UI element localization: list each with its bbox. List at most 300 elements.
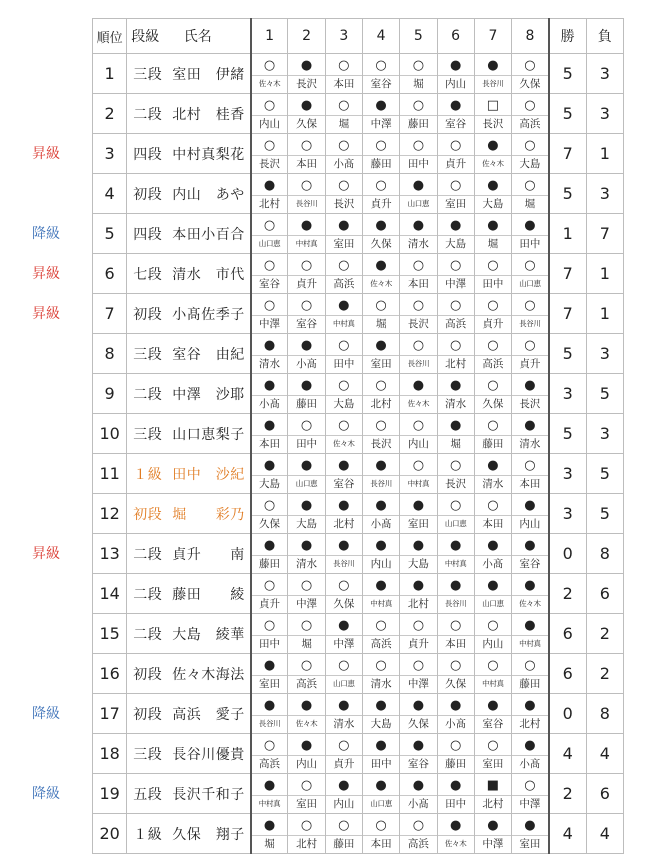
game-cell xyxy=(325,334,362,374)
game-cell xyxy=(437,774,474,814)
game-cell xyxy=(251,214,288,254)
result-mark: ○ xyxy=(487,297,499,313)
player-row xyxy=(93,374,624,414)
game-cell xyxy=(512,694,549,734)
game-cell xyxy=(325,574,362,614)
result-mark: ○ xyxy=(263,57,276,73)
game-cell xyxy=(325,414,362,454)
result-mark: ○ xyxy=(524,777,536,793)
game-cell xyxy=(437,734,474,774)
rank-cell: 12 xyxy=(93,494,127,534)
game-cell xyxy=(512,734,549,774)
opponent-name: 中村真 xyxy=(438,555,474,572)
player-row xyxy=(93,54,624,94)
result-mark: ○ xyxy=(375,617,387,633)
opponent-name: 室谷 xyxy=(512,555,548,572)
result-mark: ● xyxy=(487,57,499,73)
rank-cell: 19 xyxy=(93,774,127,814)
opponent-name: 貞升 xyxy=(363,195,399,212)
opponent-name: 小髙 xyxy=(326,155,362,172)
game-cell xyxy=(474,294,511,334)
player-dan: 二段 xyxy=(133,586,163,603)
opponent-name: 長谷川 xyxy=(288,195,324,212)
game-cell xyxy=(251,374,288,414)
game-cell xyxy=(474,814,511,854)
player-row xyxy=(93,334,624,374)
result-mark: ● xyxy=(263,457,276,473)
header-round-4: 4 xyxy=(362,19,399,54)
player-name: 本田小百合 xyxy=(172,226,245,243)
result-mark: ● xyxy=(263,417,276,433)
wins-cell: 6 xyxy=(549,654,586,694)
result-mark: ● xyxy=(375,777,387,793)
game-cell xyxy=(437,414,474,454)
opponent-name: 中澤 xyxy=(475,835,511,852)
opponent-name: 室田 xyxy=(326,235,362,252)
game-cell xyxy=(362,214,399,254)
game-cell xyxy=(325,174,362,214)
game-cell xyxy=(512,534,549,574)
losses-cell: 1 xyxy=(586,254,623,294)
player-name: 室谷 由紀 xyxy=(172,346,245,363)
result-mark: ○ xyxy=(524,337,536,353)
player-name: 中澤 沙耶 xyxy=(172,386,245,403)
game-cell xyxy=(474,734,511,774)
game-cell xyxy=(325,814,362,854)
result-mark: ○ xyxy=(412,57,425,73)
result-mark: ○ xyxy=(375,137,387,153)
opponent-name: 北村 xyxy=(438,355,474,372)
opponent-name: 久保 xyxy=(475,395,511,412)
result-mark: ● xyxy=(338,537,350,553)
game-cell xyxy=(400,94,437,134)
game-cell xyxy=(400,214,437,254)
game-cell xyxy=(251,414,288,454)
opponent-name: 小髙 xyxy=(252,395,288,412)
losses-cell: 4 xyxy=(586,814,623,854)
game-cell xyxy=(400,374,437,414)
player-row xyxy=(93,94,624,134)
game-cell xyxy=(512,134,549,174)
promotion-label: 昇級 xyxy=(32,306,60,322)
opponent-name: 山口恵 xyxy=(400,195,436,212)
wins-cell: 5 xyxy=(549,334,586,374)
player-row xyxy=(93,574,624,614)
game-cell xyxy=(362,174,399,214)
result-mark: ● xyxy=(524,377,536,393)
opponent-name: 田中 xyxy=(475,275,511,292)
opponent-name: 北村 xyxy=(363,395,399,412)
result-mark: ● xyxy=(524,577,536,593)
opponent-name: 山口恵 xyxy=(438,515,474,532)
result-mark: ○ xyxy=(449,657,462,673)
losses-cell: 3 xyxy=(586,414,623,454)
player-row xyxy=(93,214,624,254)
game-cell xyxy=(512,294,549,334)
game-cell xyxy=(474,94,511,134)
player-cell xyxy=(127,694,251,734)
result-mark: ○ xyxy=(263,577,276,593)
player-name: 内山 あや xyxy=(172,186,245,203)
game-cell xyxy=(437,454,474,494)
opponent-name: 中澤 xyxy=(400,675,436,692)
game-cell xyxy=(437,134,474,174)
player-dan: 二段 xyxy=(133,546,163,563)
player-dan: 初段 xyxy=(133,706,163,723)
game-cell xyxy=(512,254,549,294)
game-cell xyxy=(512,214,549,254)
result-mark: ● xyxy=(487,217,499,233)
opponent-name: 内山 xyxy=(512,515,548,532)
game-cell xyxy=(474,334,511,374)
opponent-name: 室谷 xyxy=(252,275,288,292)
player-dan: 五段 xyxy=(133,786,163,803)
result-mark: ● xyxy=(338,697,350,713)
game-cell xyxy=(362,454,399,494)
promotion-label: 昇級 xyxy=(32,266,60,282)
opponent-name: 中澤 xyxy=(252,315,288,332)
game-cell xyxy=(400,294,437,334)
opponent-name: 中村真 xyxy=(288,235,324,252)
opponent-name: 堀 xyxy=(475,235,511,252)
result-mark: ○ xyxy=(375,177,387,193)
opponent-name: 清水 xyxy=(363,675,399,692)
losses-cell: 5 xyxy=(586,454,623,494)
result-mark: ○ xyxy=(263,257,276,273)
opponent-name: 田中 xyxy=(326,355,362,372)
player-row xyxy=(93,774,624,814)
player-row xyxy=(93,494,624,534)
game-cell xyxy=(325,214,362,254)
opponent-name: 久保 xyxy=(288,115,324,132)
game-cell xyxy=(288,374,325,414)
opponent-name: 内山 xyxy=(438,75,474,92)
result-mark: ● xyxy=(300,537,313,553)
result-mark: ● xyxy=(375,737,387,753)
wins-cell: 4 xyxy=(549,734,586,774)
player-dan: 初段 xyxy=(133,506,163,523)
opponent-name: 本田 xyxy=(252,435,288,452)
opponent-name: 長谷川 xyxy=(363,475,399,492)
player-cell xyxy=(127,94,251,134)
result-mark: ● xyxy=(375,457,387,473)
game-cell xyxy=(437,54,474,94)
game-cell xyxy=(251,814,288,854)
header-round-6: 6 xyxy=(437,19,474,54)
demotion-label: 降級 xyxy=(32,706,60,722)
opponent-name: 大島 xyxy=(512,155,548,172)
result-mark: ● xyxy=(449,217,462,233)
game-cell xyxy=(400,334,437,374)
result-mark: ○ xyxy=(300,177,313,193)
player-dan: 四段 xyxy=(133,146,163,163)
player-name: 山口恵梨子 xyxy=(172,426,245,443)
result-mark: ○ xyxy=(338,257,350,273)
game-cell xyxy=(251,334,288,374)
game-cell xyxy=(288,134,325,174)
result-mark: ○ xyxy=(338,177,350,193)
result-mark: ○ xyxy=(449,737,462,753)
opponent-name: 小髙 xyxy=(363,515,399,532)
game-cell xyxy=(362,694,399,734)
result-mark: ● xyxy=(449,537,462,553)
player-name: 室田 伊緒 xyxy=(172,66,245,83)
opponent-name: 佐々木 xyxy=(326,435,362,452)
result-mark: ● xyxy=(338,617,350,633)
player-cell xyxy=(127,654,251,694)
player-cell xyxy=(127,774,251,814)
result-mark: ● xyxy=(412,377,425,393)
header-dan-name xyxy=(127,19,251,54)
game-cell xyxy=(362,734,399,774)
opponent-name: 清水 xyxy=(438,395,474,412)
opponent-name: 清水 xyxy=(288,555,324,572)
player-name: 貞升 南 xyxy=(172,546,245,563)
player-name: 北村 桂香 xyxy=(172,106,245,123)
game-cell xyxy=(400,734,437,774)
game-cell xyxy=(512,614,549,654)
game-cell xyxy=(437,174,474,214)
game-cell xyxy=(362,534,399,574)
player-row xyxy=(93,414,624,454)
opponent-name: 小髙 xyxy=(512,755,548,772)
game-cell xyxy=(325,534,362,574)
header-round-1: 1 xyxy=(251,19,288,54)
game-cell xyxy=(362,134,399,174)
player-dan: 三段 xyxy=(133,746,163,763)
rank-cell: 16 xyxy=(93,654,127,694)
player-cell xyxy=(127,134,251,174)
opponent-name: 中村真 xyxy=(512,635,548,652)
game-cell xyxy=(400,494,437,534)
game-cell xyxy=(288,54,325,94)
player-cell xyxy=(127,574,251,614)
game-cell xyxy=(362,374,399,414)
result-mark: ○ xyxy=(338,97,350,113)
rank-cell: 7 xyxy=(93,294,127,334)
opponent-name: 佐々木 xyxy=(288,715,324,732)
result-mark: ○ xyxy=(300,417,313,433)
game-cell xyxy=(251,734,288,774)
game-cell xyxy=(251,54,288,94)
opponent-name: 田中 xyxy=(512,235,548,252)
player-cell xyxy=(127,814,251,854)
game-cell xyxy=(288,214,325,254)
result-mark: ● xyxy=(375,497,387,513)
player-name: 佐々木海法 xyxy=(172,666,245,683)
game-cell xyxy=(400,654,437,694)
game-cell xyxy=(512,494,549,534)
result-mark: ○ xyxy=(300,257,313,273)
result-mark: ○ xyxy=(487,657,499,673)
result-mark: ● xyxy=(524,537,536,553)
game-cell xyxy=(288,694,325,734)
opponent-name: 藤田 xyxy=(326,835,362,852)
result-mark: ● xyxy=(300,217,313,233)
result-mark: ● xyxy=(300,377,313,393)
game-cell xyxy=(437,374,474,414)
opponent-name: 藤田 xyxy=(512,675,548,692)
opponent-name: 中村真 xyxy=(400,475,436,492)
game-cell xyxy=(512,654,549,694)
rank-cell: 13 xyxy=(93,534,127,574)
rank-cell: 11 xyxy=(93,454,127,494)
result-mark: ○ xyxy=(300,297,313,313)
opponent-name: 田中 xyxy=(252,635,288,652)
result-mark: ● xyxy=(412,737,425,753)
result-mark: ● xyxy=(375,337,387,353)
opponent-name: 北村 xyxy=(326,515,362,532)
result-mark: ○ xyxy=(487,737,499,753)
result-mark: ● xyxy=(524,737,536,753)
opponent-name: 藤田 xyxy=(288,395,324,412)
result-mark: ● xyxy=(375,217,387,233)
opponent-name: 中澤 xyxy=(326,635,362,652)
game-cell xyxy=(400,454,437,494)
game-cell xyxy=(251,534,288,574)
game-cell xyxy=(437,694,474,734)
player-cell xyxy=(127,454,251,494)
result-mark: ○ xyxy=(338,817,350,833)
player-name: 高浜 愛子 xyxy=(172,706,245,723)
opponent-name: 高浜 xyxy=(363,635,399,652)
losses-cell: 1 xyxy=(586,294,623,334)
result-mark: ● xyxy=(524,697,536,713)
header-round-7: 7 xyxy=(474,19,511,54)
game-cell xyxy=(474,54,511,94)
player-row xyxy=(93,614,624,654)
game-cell xyxy=(325,774,362,814)
game-cell xyxy=(512,774,549,814)
result-mark: ● xyxy=(487,457,499,473)
rank-cell: 4 xyxy=(93,174,127,214)
losses-cell: 3 xyxy=(586,174,623,214)
player-cell xyxy=(127,54,251,94)
player-row xyxy=(93,294,624,334)
opponent-name: 清水 xyxy=(326,715,362,732)
rank-cell: 18 xyxy=(93,734,127,774)
opponent-name: 室田 xyxy=(475,755,511,772)
opponent-name: 貞升 xyxy=(252,595,288,612)
result-mark: ○ xyxy=(263,737,276,753)
game-cell xyxy=(362,774,399,814)
game-cell xyxy=(474,414,511,454)
result-mark: ○ xyxy=(338,377,350,393)
player-name: 長沢千和子 xyxy=(172,786,245,803)
result-mark: ○ xyxy=(412,617,425,633)
player-row xyxy=(93,534,624,574)
opponent-name: 佐々木 xyxy=(512,595,548,612)
opponent-name: 清水 xyxy=(475,475,511,492)
game-cell xyxy=(474,454,511,494)
game-cell xyxy=(437,494,474,534)
league-table xyxy=(92,18,624,850)
game-cell xyxy=(251,774,288,814)
wins-cell: 3 xyxy=(549,454,586,494)
losses-cell: 8 xyxy=(586,534,623,574)
game-cell xyxy=(325,614,362,654)
losses-cell: 5 xyxy=(586,374,623,414)
game-cell xyxy=(362,414,399,454)
result-mark: ● xyxy=(263,337,276,353)
opponent-name: 本田 xyxy=(475,515,511,532)
opponent-name: 長谷川 xyxy=(252,715,288,732)
opponent-name: 室田 xyxy=(288,795,324,812)
game-cell xyxy=(325,134,362,174)
game-cell xyxy=(400,414,437,454)
opponent-name: 佐々木 xyxy=(438,835,474,852)
game-cell xyxy=(288,614,325,654)
player-dan: 四段 xyxy=(133,226,163,243)
promotion-label: 昇級 xyxy=(32,146,60,162)
game-cell xyxy=(325,54,362,94)
result-mark: ● xyxy=(487,537,499,553)
losses-cell: 7 xyxy=(586,214,623,254)
result-mark: ● xyxy=(487,177,499,193)
opponent-name: 堀 xyxy=(288,635,324,652)
opponent-name: 久保 xyxy=(438,675,474,692)
opponent-name: 中村真 xyxy=(475,675,511,692)
opponent-name: 堀 xyxy=(363,315,399,332)
opponent-name: 北村 xyxy=(288,835,324,852)
game-cell xyxy=(288,574,325,614)
opponent-name: 中村真 xyxy=(252,795,288,812)
game-cell xyxy=(400,574,437,614)
result-mark: ● xyxy=(263,817,276,833)
opponent-name: 室谷 xyxy=(400,755,436,772)
opponent-name: 貞升 xyxy=(326,755,362,772)
game-cell xyxy=(251,614,288,654)
game-cell xyxy=(251,454,288,494)
result-mark: ● xyxy=(412,697,425,713)
result-mark: ● xyxy=(300,457,313,473)
result-mark: ○ xyxy=(524,97,536,113)
opponent-name: 北村 xyxy=(512,715,548,732)
result-mark: ○ xyxy=(375,817,387,833)
game-cell xyxy=(512,174,549,214)
opponent-name: 大島 xyxy=(400,555,436,572)
opponent-name: 中澤 xyxy=(512,795,548,812)
opponent-name: 堀 xyxy=(400,75,436,92)
opponent-name: 山口恵 xyxy=(475,595,511,612)
opponent-name: 室田 xyxy=(512,835,548,852)
opponent-name: 田中 xyxy=(288,435,324,452)
rank-cell: 14 xyxy=(93,574,127,614)
player-dan: 二段 xyxy=(133,106,163,123)
opponent-name: 久保 xyxy=(363,235,399,252)
opponent-name: 室田 xyxy=(400,515,436,532)
player-cell xyxy=(127,374,251,414)
game-cell xyxy=(251,254,288,294)
game-cell xyxy=(437,254,474,294)
rank-cell: 10 xyxy=(93,414,127,454)
opponent-name: 佐々木 xyxy=(252,75,288,92)
player-cell xyxy=(127,214,251,254)
player-cell xyxy=(127,494,251,534)
result-mark: ○ xyxy=(412,97,425,113)
result-mark: ● xyxy=(449,97,462,113)
result-mark: ● xyxy=(263,537,276,553)
result-mark: ○ xyxy=(338,657,350,673)
result-mark: ● xyxy=(263,777,276,793)
result-mark: ● xyxy=(487,577,499,593)
result-mark: ● xyxy=(300,337,313,353)
game-cell xyxy=(288,174,325,214)
opponent-name: 室谷 xyxy=(363,75,399,92)
game-cell xyxy=(251,94,288,134)
result-mark: ○ xyxy=(449,457,462,473)
result-mark: ○ xyxy=(375,297,387,313)
